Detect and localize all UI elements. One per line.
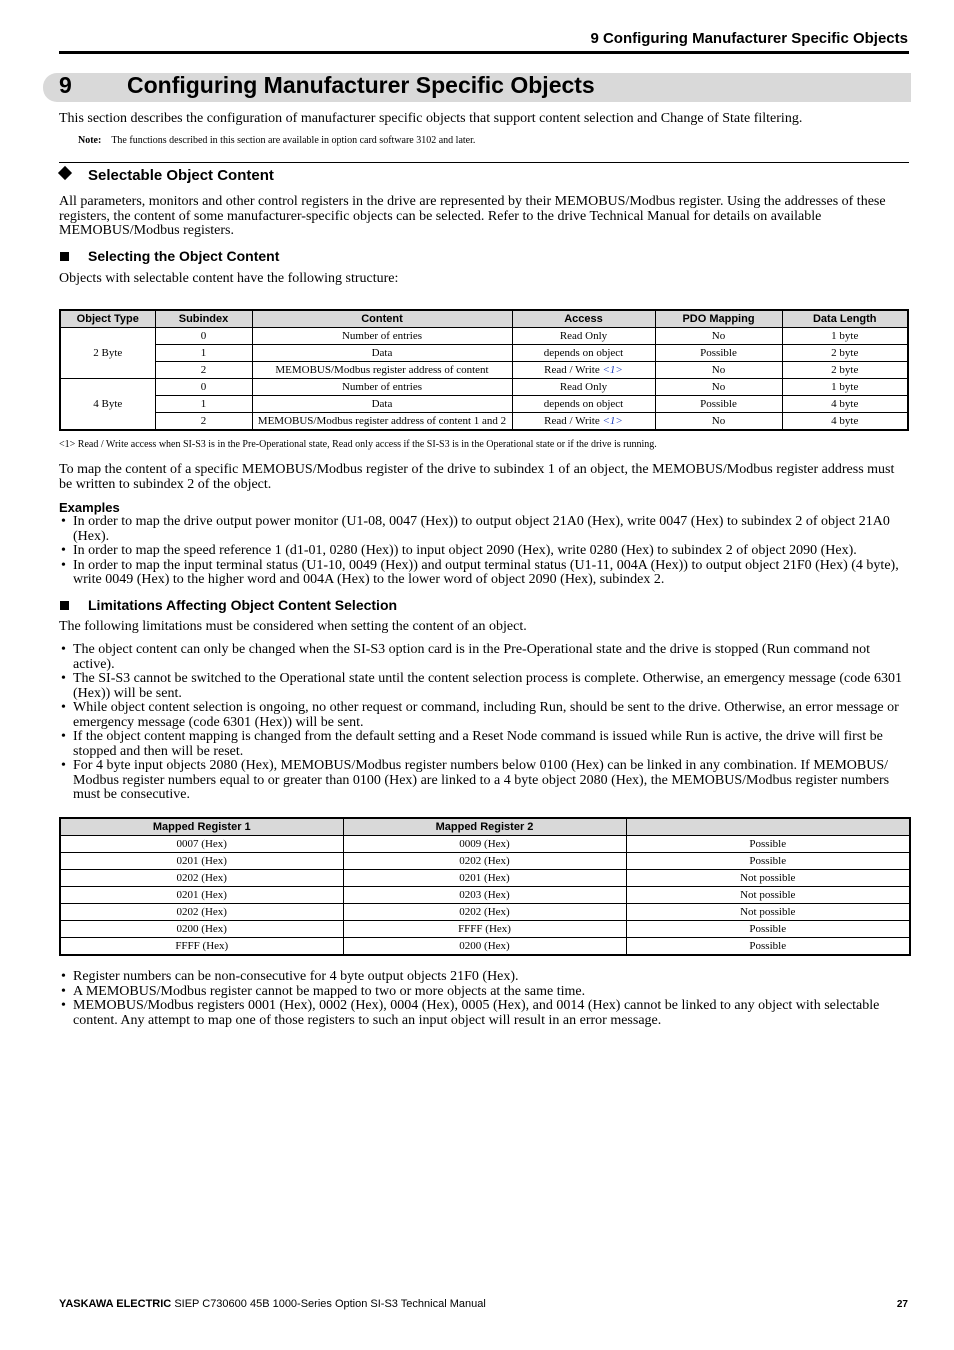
- table-cell: 2: [155, 362, 252, 379]
- table-cell: FFFF (Hex): [343, 921, 626, 938]
- column-header: Subindex: [155, 310, 252, 328]
- table-cell: No: [655, 413, 782, 431]
- table-cell: 0202 (Hex): [343, 904, 626, 921]
- footer-doc-title: SIEP C730600 45B 1000-Series Option SI-S3 Technical Manual: [171, 1298, 486, 1310]
- list-item: • In order to map the speed reference 1 (d1-01, 0280 (Hex)) to input object 2090 (Hex), write 0280 (Hex) to subindex 2 of object 2090 (Hex).: [59, 544, 909, 559]
- section-body: All parameters, monitors and other control registers in the drive are represented by their MEMOBUS/Modbus register. Using the addresses of these registers, the content of some manufacturer-specific objects can be selected. Refer to the drive Technical Manual for details on available MEMOBUS/Modbus registers.: [59, 194, 886, 238]
- table-row: [60, 328, 908, 345]
- object-structure-table: [59, 309, 909, 431]
- table-row: [60, 853, 910, 870]
- header-rule: [59, 51, 909, 54]
- table-footnote: <1> Read / Write access when SI-S3 is in the Pre-Operational state, Read only access if the SI-S3 is in the Operational state or if the drive is running.: [59, 439, 657, 450]
- table-cell: 0: [155, 379, 252, 396]
- section-rule: [59, 162, 909, 163]
- table-row: [60, 379, 908, 396]
- list-item: • MEMOBUS/Modbus registers 0001 (Hex), 0002 (Hex), 0004 (Hex), 0005 (Hex), and 0014 (Hex) cannot be linked to any object with selectable content. Any attempt to map one of those registers to such an input object will result in an error message.: [59, 999, 909, 1028]
- column-header: Mapped Register 2: [343, 818, 626, 836]
- footnote-ref-link[interactable]: <1>: [602, 415, 623, 427]
- table-cell: MEMOBUS/Modbus register address of content 1 and 2: [252, 413, 512, 431]
- table-cell: FFFF (Hex): [60, 938, 343, 956]
- access-text: Read / Write: [544, 364, 603, 376]
- chapter-number: 9: [59, 72, 72, 98]
- page-number: 27: [896, 1299, 908, 1310]
- register-mapping-table: [59, 817, 911, 956]
- footer-brand: YASKAWA ELECTRIC: [59, 1298, 172, 1310]
- list-item: • While object content selection is ongoing, no other request or command, including Run, should be sent to the drive. Otherwise, an error message or emergency message (code 6301 (Hex)) will be sent.: [59, 701, 909, 730]
- subsection-body-selecting: Objects with selectable content have the following structure:: [59, 271, 399, 286]
- table-cell: 2 byte: [782, 345, 908, 362]
- table-cell: Not possible: [626, 887, 910, 904]
- table-header-row: [60, 818, 910, 836]
- table-cell: 1: [155, 345, 252, 362]
- table-cell: Possible: [626, 921, 910, 938]
- subsection-title-selecting: Selecting the Object Content: [88, 248, 280, 264]
- column-header: Data Length: [782, 310, 908, 328]
- examples-list: [59, 515, 909, 588]
- table-cell: 0009 (Hex): [343, 836, 626, 853]
- list-item: • In order to map the input terminal status (U1-10, 0049 (Hex)) and output terminal status (U1-11, 004A (Hex)) to output object 21F0 (Hex) (4 byte), write 0049 (Hex) to the higher word and 004A (Hex) to the lower word of object 2090 (Hex), subindex 2.: [59, 559, 909, 588]
- table-cell: Possible: [626, 836, 910, 853]
- table-cell: depends on object: [512, 345, 655, 362]
- table-cell: 1 byte: [782, 328, 908, 345]
- note-label: Note:: [78, 135, 102, 146]
- table-cell: Data: [252, 396, 512, 413]
- object-type-cell: 4 Byte: [60, 379, 155, 431]
- table-cell: Data: [252, 345, 512, 362]
- table-cell: 0202 (Hex): [60, 904, 343, 921]
- square-bullet-icon: [60, 252, 69, 261]
- table-cell: MEMOBUS/Modbus register address of content: [252, 362, 512, 379]
- examples-title: Examples: [59, 500, 120, 515]
- footnote-ref-link[interactable]: <1>: [602, 364, 623, 376]
- table-row: [60, 870, 910, 887]
- table-cell: 0200 (Hex): [343, 938, 626, 956]
- square-bullet-icon: [60, 601, 69, 610]
- table-cell: No: [655, 362, 782, 379]
- table-cell: 0203 (Hex): [343, 887, 626, 904]
- table-cell: 2 byte: [782, 362, 908, 379]
- table-cell: 0202 (Hex): [343, 853, 626, 870]
- list-item: • A MEMOBUS/Modbus register cannot be mapped to two or more objects at the same time.: [59, 985, 909, 1000]
- table-cell: 0201 (Hex): [60, 887, 343, 904]
- mapping-text: To map the content of a specific MEMOBUS/Modbus register of the drive to subindex 1 of an object, the MEMOBUS/Modbus register address must be written to subindex 2 of the object.: [59, 462, 895, 492]
- table-cell: 1: [155, 396, 252, 413]
- limitations-list: [59, 643, 909, 803]
- table-cell: 4 byte: [782, 396, 908, 413]
- table-row: [60, 362, 908, 379]
- table-cell: Possible: [655, 345, 782, 362]
- table-cell: Not possible: [626, 904, 910, 921]
- table-cell: 4 byte: [782, 413, 908, 431]
- column-header: [626, 818, 910, 836]
- footer-doc-info: [59, 1298, 486, 1310]
- table-row: [60, 921, 910, 938]
- list-item: • If the object content mapping is changed from the default setting and a Reset Node command is issued while Run is active, the drive will first be stopped and then will be reset.: [59, 730, 909, 759]
- table-header-row: [60, 310, 908, 328]
- list-item: • The SI-S3 cannot be switched to the Operational state until the content selection process is complete. Otherwise, an emergency message (code 6301 (Hex)) will be sent.: [59, 672, 909, 701]
- final-notes-list: [59, 970, 909, 1028]
- subsection-body-limitations: The following limitations must be considered when setting the content of an object.: [59, 619, 527, 634]
- chapter-intro: This section describes the configuration of manufacturer specific objects that support content selection and Change of State filtering.: [59, 111, 803, 126]
- column-header: Access: [512, 310, 655, 328]
- table-cell: Possible: [626, 853, 910, 870]
- table-cell: 0007 (Hex): [60, 836, 343, 853]
- column-header: PDO Mapping: [655, 310, 782, 328]
- table-cell: depends on object: [512, 396, 655, 413]
- note: [78, 135, 475, 146]
- table-cell: 0202 (Hex): [60, 870, 343, 887]
- list-item: • Register numbers can be non-consecutive for 4 byte output objects 21F0 (Hex).: [59, 970, 909, 985]
- column-header: Content: [252, 310, 512, 328]
- table-cell: 2: [155, 413, 252, 431]
- table-cell: Number of entries: [252, 328, 512, 345]
- table-cell: Read Only: [512, 328, 655, 345]
- object-type-cell: 2 Byte: [60, 328, 155, 379]
- table-row: [60, 345, 908, 362]
- table-cell: No: [655, 328, 782, 345]
- list-item: • In order to map the drive output power monitor (U1-08, 0047 (Hex)) to output object 21A0 (Hex), write 0047 (Hex) to subindex 2 of object 21A0 (Hex).: [59, 515, 909, 544]
- table-cell: No: [655, 379, 782, 396]
- table-row: [60, 413, 908, 431]
- list-item: • The object content can only be changed when the SI-S3 option card is in the Pre-Operational state and the drive is stopped (Run command not active).: [59, 643, 909, 672]
- table-row: [60, 938, 910, 956]
- subsection-title-limitations: Limitations Affecting Object Content Selection: [88, 597, 398, 613]
- table-cell: 1 byte: [782, 379, 908, 396]
- column-header: Mapped Register 1: [60, 818, 343, 836]
- list-item: • For 4 byte input objects 2080 (Hex), MEMOBUS/Modbus register numbers below 0100 (Hex) can be linked in any combination. If MEMOBUS/ Modbus register numbers equal to or greater than 0100 (Hex) are linked to a 4 byte object 2080 (Hex), the MEMOBUS/Modbus register numbers must be consecutive.: [59, 759, 909, 803]
- table-cell: Possible: [626, 938, 910, 956]
- table-cell: [512, 362, 655, 379]
- table-cell: Read Only: [512, 379, 655, 396]
- column-header: Object Type: [60, 310, 155, 328]
- running-head: 9 Configuring Manufacturer Specific Objects: [590, 30, 908, 47]
- table-cell: 0200 (Hex): [60, 921, 343, 938]
- table-cell: Possible: [655, 396, 782, 413]
- table-cell: 0201 (Hex): [343, 870, 626, 887]
- table-cell: 0201 (Hex): [60, 853, 343, 870]
- section-title: Selectable Object Content: [88, 167, 274, 184]
- note-text: The functions described in this section are available in option card software 3102 and later.: [111, 135, 476, 146]
- table-cell: Number of entries: [252, 379, 512, 396]
- table-cell: [512, 413, 655, 431]
- table-row: [60, 887, 910, 904]
- table-cell: 0: [155, 328, 252, 345]
- table-row: [60, 396, 908, 413]
- table-row: [60, 904, 910, 921]
- chapter-title: Configuring Manufacturer Specific Objects: [127, 72, 595, 98]
- diamond-bullet-icon: [58, 166, 72, 180]
- table-row: [60, 836, 910, 853]
- access-text: Read / Write: [544, 415, 603, 427]
- table-cell: Not possible: [626, 870, 910, 887]
